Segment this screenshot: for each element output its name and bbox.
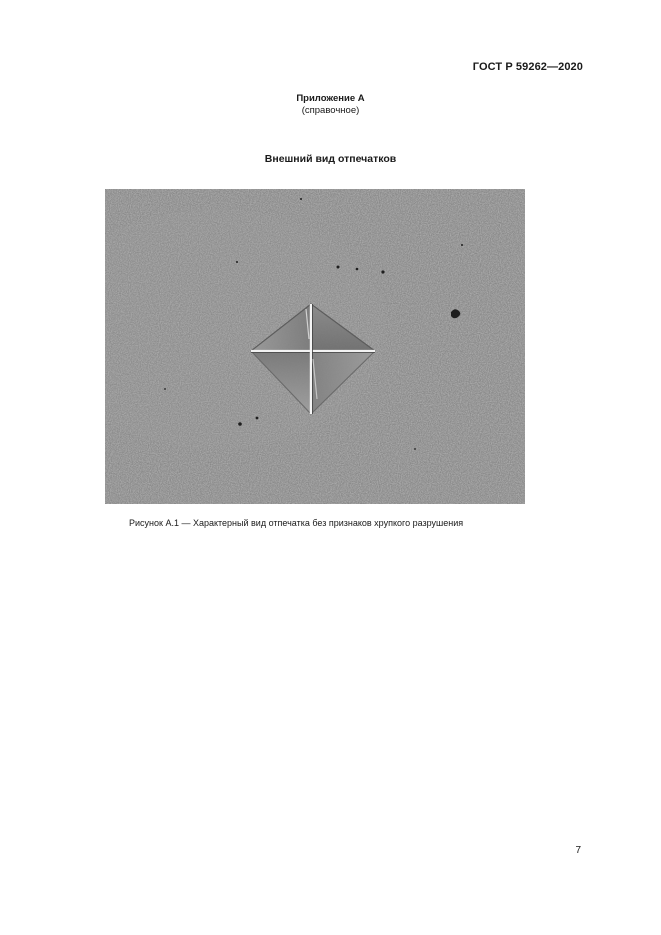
appendix-heading [0, 93, 661, 117]
standard-code: ГОСТ Р 59262—2020 [472, 61, 583, 73]
appendix-subtitle: (справочное) [301, 105, 360, 116]
appendix-title: Приложение А [296, 93, 365, 104]
figure-caption: Рисунок А.1 — Характерный вид отпечатка без признаков хрупкого разрушения [129, 518, 464, 528]
indentation-micrograph [105, 189, 525, 504]
section-title: Внешний вид отпечатков [264, 153, 397, 165]
page-number: 7 [575, 845, 581, 856]
